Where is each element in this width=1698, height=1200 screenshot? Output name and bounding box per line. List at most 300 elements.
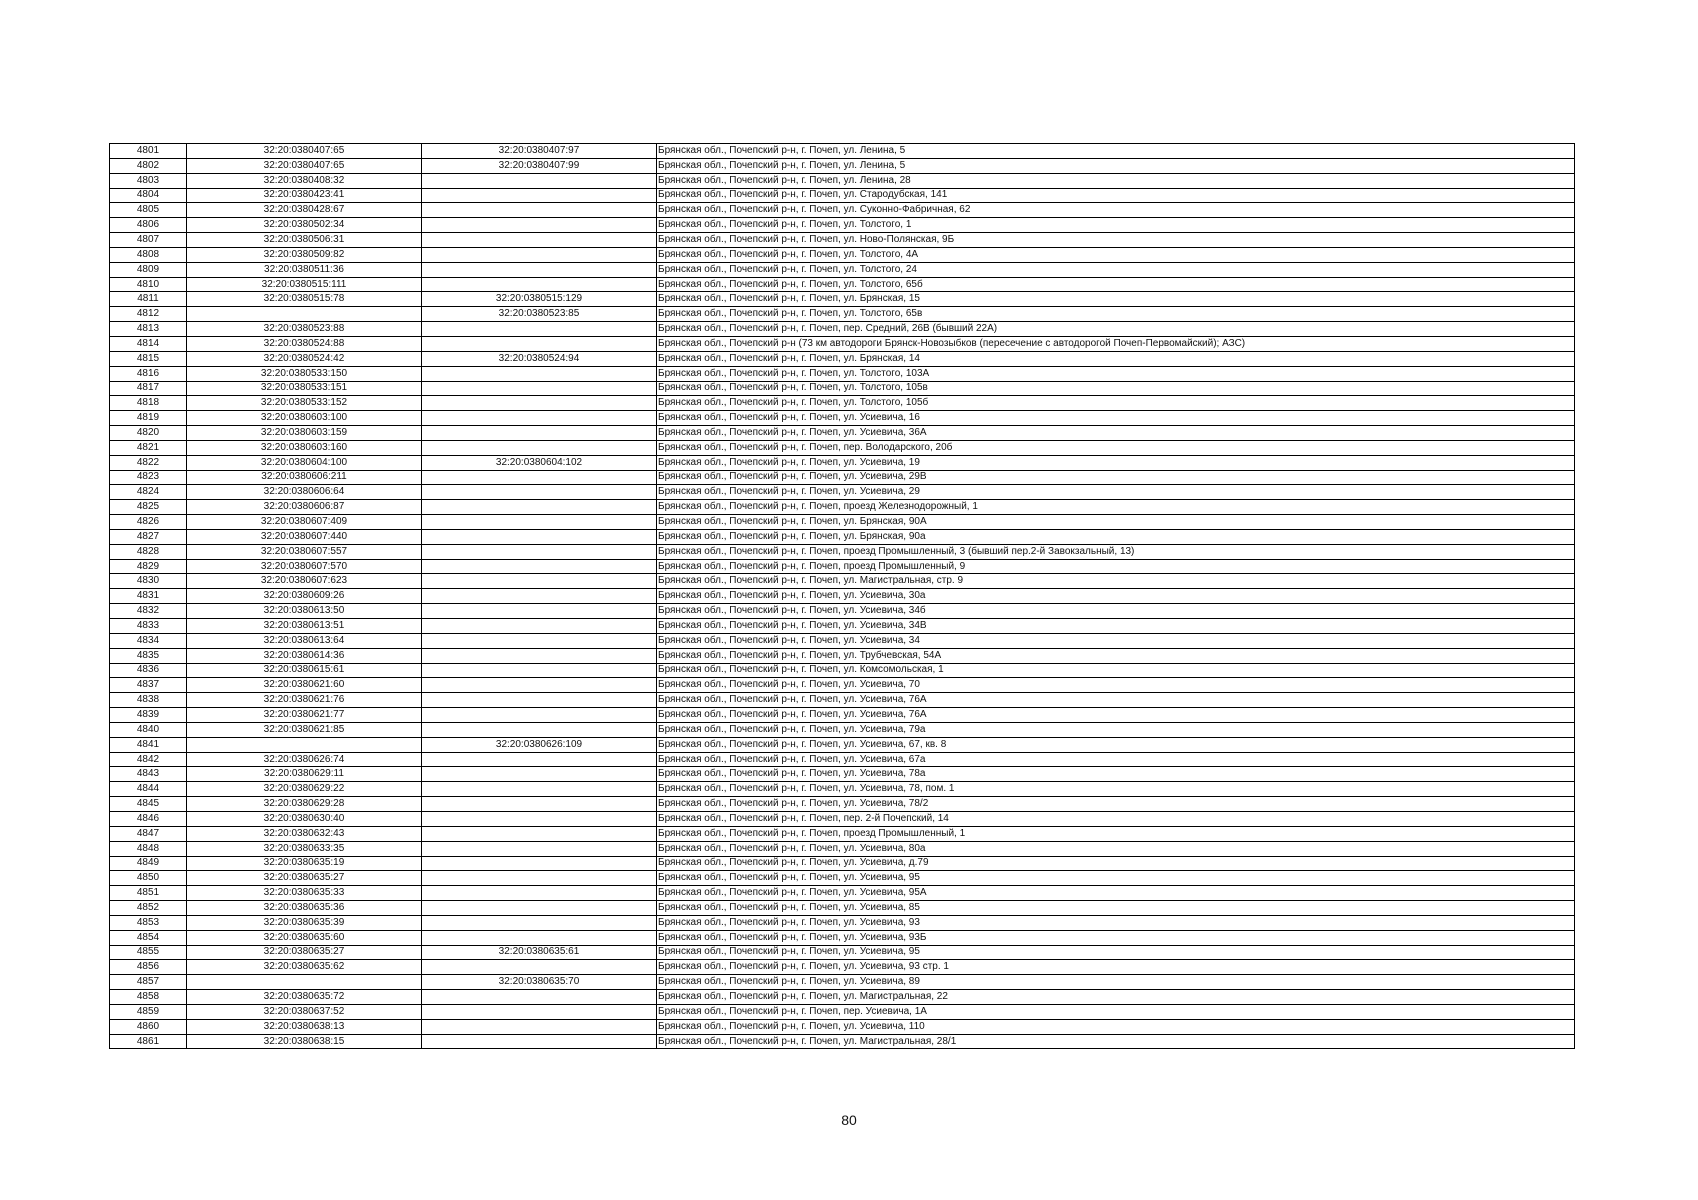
row-number-cell: 4815 [110, 351, 187, 366]
related-cadastral-number-cell [422, 752, 657, 767]
related-cadastral-number-cell [422, 1019, 657, 1034]
address-cell: Брянская обл., Почепский р-н, г. Почеп, ул. Ново-Полянская, 9Б [657, 233, 1575, 248]
address-cell: Брянская обл., Почепский р-н, г. Почеп, ул. Усиевича, 29 [657, 485, 1575, 500]
address-cell: Брянская обл., Почепский р-н, г. Почеп, ул. Магистральная, 22 [657, 990, 1575, 1005]
table-row [110, 693, 1575, 708]
cadastral-number-cell: 32:20:0380635:27 [187, 871, 422, 886]
cadastral-table [109, 143, 1575, 1049]
table-row [110, 262, 1575, 277]
table-row [110, 826, 1575, 841]
related-cadastral-number-cell [422, 871, 657, 886]
row-number-cell: 4844 [110, 782, 187, 797]
cadastral-number-cell: 32:20:0380524:88 [187, 336, 422, 351]
related-cadastral-number-cell [422, 544, 657, 559]
address-cell: Брянская обл., Почепский р-н, г. Почеп, пер. 2-й Почепский, 14 [657, 811, 1575, 826]
table-row [110, 529, 1575, 544]
cadastral-number-cell: 32:20:0380621:85 [187, 722, 422, 737]
cadastral-number-cell: 32:20:0380604:100 [187, 455, 422, 470]
row-number-cell: 4821 [110, 440, 187, 455]
row-number-cell: 4811 [110, 292, 187, 307]
related-cadastral-number-cell [422, 930, 657, 945]
table-row [110, 500, 1575, 515]
address-cell: Брянская обл., Почепский р-н, г. Почеп, ул. Усиевича, 78, пом. 1 [657, 782, 1575, 797]
table-row [110, 247, 1575, 262]
address-cell: Брянская обл., Почепский р-н, г. Почеп, ул. Усиевича, 85 [657, 901, 1575, 916]
address-cell: Брянская обл., Почепский р-н, г. Почеп, ул. Брянская, 14 [657, 351, 1575, 366]
related-cadastral-number-cell: 32:20:0380407:97 [422, 144, 657, 159]
related-cadastral-number-cell [422, 722, 657, 737]
related-cadastral-number-cell [422, 470, 657, 485]
address-cell: Брянская обл., Почепский р-н, г. Почеп, ул. Толстого, 105в [657, 381, 1575, 396]
row-number-cell: 4851 [110, 886, 187, 901]
row-number-cell: 4816 [110, 366, 187, 381]
row-number-cell: 4822 [110, 455, 187, 470]
row-number-cell: 4856 [110, 960, 187, 975]
address-cell: Брянская обл., Почепский р-н, г. Почеп, ул. Трубчевская, 54А [657, 648, 1575, 663]
address-cell: Брянская обл., Почепский р-н, г. Почеп, ул. Ленина, 5 [657, 158, 1575, 173]
address-cell: Брянская обл., Почепский р-н, г. Почеп, ул. Усиевича, д.79 [657, 856, 1575, 871]
table-row [110, 336, 1575, 351]
row-number-cell: 4831 [110, 589, 187, 604]
related-cadastral-number-cell [422, 811, 657, 826]
cadastral-number-cell: 32:20:0380511:36 [187, 262, 422, 277]
row-number-cell: 4808 [110, 247, 187, 262]
row-number-cell: 4857 [110, 975, 187, 990]
cadastral-number-cell: 32:20:0380635:60 [187, 930, 422, 945]
cadastral-number-cell: 32:20:0380423:41 [187, 188, 422, 203]
cadastral-number-cell: 32:20:0380603:160 [187, 440, 422, 455]
related-cadastral-number-cell [422, 336, 657, 351]
cadastral-number-cell: 32:20:0380633:35 [187, 841, 422, 856]
address-cell: Брянская обл., Почепский р-н, г. Почеп, ул. Толстого, 65в [657, 307, 1575, 322]
table-row [110, 663, 1575, 678]
table-row [110, 366, 1575, 381]
related-cadastral-number-cell [422, 262, 657, 277]
address-cell: Брянская обл., Почепский р-н, г. Почеп, ул. Толстого, 1 [657, 218, 1575, 233]
address-cell: Брянская обл., Почепский р-н, г. Почеп, ул. Усиевича, 67, кв. 8 [657, 737, 1575, 752]
address-cell: Брянская обл., Почепский р-н (73 км автодороги Брянск-Новозыбков (пересечение с автодорогой Почеп-Первомайский); АЗС) [657, 336, 1575, 351]
row-number-cell: 4810 [110, 277, 187, 292]
related-cadastral-number-cell [422, 500, 657, 515]
row-number-cell: 4833 [110, 619, 187, 634]
cadastral-number-cell: 32:20:0380407:65 [187, 158, 422, 173]
table-row [110, 485, 1575, 500]
address-cell: Брянская обл., Почепский р-н, г. Почеп, ул. Комсомольская, 1 [657, 663, 1575, 678]
address-cell: Брянская обл., Почепский р-н, г. Почеп, ул. Усиевича, 93Б [657, 930, 1575, 945]
cadastral-number-cell: 32:20:0380613:51 [187, 619, 422, 634]
row-number-cell: 4829 [110, 559, 187, 574]
table-row [110, 411, 1575, 426]
cadastral-number-cell: 32:20:0380635:72 [187, 990, 422, 1005]
related-cadastral-number-cell [422, 886, 657, 901]
related-cadastral-number-cell: 32:20:0380515:129 [422, 292, 657, 307]
cadastral-number-cell: 32:20:0380635:27 [187, 945, 422, 960]
cadastral-number-cell: 32:20:0380606:211 [187, 470, 422, 485]
table-row [110, 351, 1575, 366]
table-body [110, 144, 1575, 1049]
table-row [110, 1004, 1575, 1019]
address-cell: Брянская обл., Почепский р-н, г. Почеп, ул. Ленина, 28 [657, 173, 1575, 188]
row-number-cell: 4804 [110, 188, 187, 203]
cadastral-number-cell: 32:20:0380635:39 [187, 915, 422, 930]
row-number-cell: 4853 [110, 915, 187, 930]
cadastral-number-cell: 32:20:0380613:50 [187, 604, 422, 619]
related-cadastral-number-cell [422, 708, 657, 723]
address-cell: Брянская обл., Почепский р-н, г. Почеп, ул. Усиевича, 78а [657, 767, 1575, 782]
cadastral-number-cell: 32:20:0380613:64 [187, 633, 422, 648]
table-row [110, 203, 1575, 218]
table-row [110, 960, 1575, 975]
address-cell: Брянская обл., Почепский р-н, г. Почеп, ул. Толстого, 4А [657, 247, 1575, 262]
row-number-cell: 4823 [110, 470, 187, 485]
row-number-cell: 4802 [110, 158, 187, 173]
row-number-cell: 4845 [110, 797, 187, 812]
address-cell: Брянская обл., Почепский р-н, г. Почеп, ул. Усиевича, 76А [657, 693, 1575, 708]
related-cadastral-number-cell [422, 366, 657, 381]
related-cadastral-number-cell [422, 322, 657, 337]
cadastral-number-cell: 32:20:0380408:32 [187, 173, 422, 188]
address-cell: Брянская обл., Почепский р-н, г. Почеп, ул. Усиевича, 78/2 [657, 797, 1575, 812]
table-row [110, 722, 1575, 737]
address-cell: Брянская обл., Почепский р-н, г. Почеп, ул. Усиевича, 80а [657, 841, 1575, 856]
row-number-cell: 4841 [110, 737, 187, 752]
related-cadastral-number-cell [422, 648, 657, 663]
related-cadastral-number-cell [422, 485, 657, 500]
table-row [110, 990, 1575, 1005]
table-row [110, 737, 1575, 752]
table-row [110, 1034, 1575, 1049]
cadastral-number-cell: 32:20:0380629:11 [187, 767, 422, 782]
cadastral-number-cell: 32:20:0380603:100 [187, 411, 422, 426]
related-cadastral-number-cell [422, 633, 657, 648]
table-row [110, 945, 1575, 960]
related-cadastral-number-cell [422, 411, 657, 426]
table-row [110, 144, 1575, 159]
table-row [110, 871, 1575, 886]
row-number-cell: 4817 [110, 381, 187, 396]
cadastral-number-cell: 32:20:0380629:22 [187, 782, 422, 797]
address-cell: Брянская обл., Почепский р-н, г. Почеп, ул. Суконно-Фабричная, 62 [657, 203, 1575, 218]
related-cadastral-number-cell [422, 604, 657, 619]
cadastral-number-cell: 32:20:0380607:570 [187, 559, 422, 574]
related-cadastral-number-cell [422, 901, 657, 916]
row-number-cell: 4807 [110, 233, 187, 248]
table-row [110, 619, 1575, 634]
table-row [110, 277, 1575, 292]
related-cadastral-number-cell [422, 247, 657, 262]
address-cell: Брянская обл., Почепский р-н, г. Почеп, ул. Усиевича, 19 [657, 455, 1575, 470]
table-row [110, 455, 1575, 470]
address-cell: Брянская обл., Почепский р-н, г. Почеп, ул. Толстого, 103А [657, 366, 1575, 381]
address-cell: Брянская обл., Почепский р-н, г. Почеп, ул. Усиевича, 34 [657, 633, 1575, 648]
related-cadastral-number-cell [422, 841, 657, 856]
cadastral-number-cell: 32:20:0380428:67 [187, 203, 422, 218]
related-cadastral-number-cell: 32:20:0380626:109 [422, 737, 657, 752]
row-number-cell: 4828 [110, 544, 187, 559]
address-cell: Брянская обл., Почепский р-н, г. Почеп, ул. Толстого, 105б [657, 396, 1575, 411]
address-cell: Брянская обл., Почепский р-н, г. Почеп, ул. Усиевича, 95 [657, 945, 1575, 960]
table-row [110, 322, 1575, 337]
address-cell: Брянская обл., Почепский р-н, г. Почеп, ул. Усиевича, 79а [657, 722, 1575, 737]
related-cadastral-number-cell [422, 381, 657, 396]
address-cell: Брянская обл., Почепский р-н, г. Почеп, ул. Магистральная, стр. 9 [657, 574, 1575, 589]
related-cadastral-number-cell [422, 826, 657, 841]
table-row [110, 173, 1575, 188]
table-row [110, 811, 1575, 826]
address-cell: Брянская обл., Почепский р-н, г. Почеп, проезд Промышленный, 9 [657, 559, 1575, 574]
cadastral-number-cell: 32:20:0380629:28 [187, 797, 422, 812]
table-row [110, 218, 1575, 233]
address-cell: Брянская обл., Почепский р-н, г. Почеп, ул. Усиевича, 93 [657, 915, 1575, 930]
cadastral-number-cell: 32:20:0380523:88 [187, 322, 422, 337]
cadastral-number-cell: 32:20:0380632:43 [187, 826, 422, 841]
cadastral-number-cell: 32:20:0380607:623 [187, 574, 422, 589]
address-cell: Брянская обл., Почепский р-н, г. Почеп, ул. Усиевича, 110 [657, 1019, 1575, 1034]
table-row [110, 1019, 1575, 1034]
cadastral-number-cell: 32:20:0380533:151 [187, 381, 422, 396]
cadastral-number-cell: 32:20:0380621:60 [187, 678, 422, 693]
cadastral-number-cell: 32:20:0380407:65 [187, 144, 422, 159]
related-cadastral-number-cell [422, 960, 657, 975]
table-row [110, 381, 1575, 396]
related-cadastral-number-cell [422, 396, 657, 411]
cadastral-number-cell: 32:20:0380533:150 [187, 366, 422, 381]
table-row [110, 470, 1575, 485]
row-number-cell: 4834 [110, 633, 187, 648]
row-number-cell: 4836 [110, 663, 187, 678]
row-number-cell: 4809 [110, 262, 187, 277]
cadastral-number-cell: 32:20:0380506:31 [187, 233, 422, 248]
related-cadastral-number-cell [422, 663, 657, 678]
cadastral-number-cell [187, 975, 422, 990]
cadastral-number-cell: 32:20:0380635:33 [187, 886, 422, 901]
address-cell: Брянская обл., Почепский р-н, г. Почеп, проезд Промышленный, 1 [657, 826, 1575, 841]
cadastral-number-cell: 32:20:0380626:74 [187, 752, 422, 767]
cadastral-number-cell: 32:20:0380515:111 [187, 277, 422, 292]
related-cadastral-number-cell [422, 426, 657, 441]
cadastral-number-cell: 32:20:0380607:409 [187, 515, 422, 530]
row-number-cell: 4843 [110, 767, 187, 782]
cadastral-number-cell: 32:20:0380515:78 [187, 292, 422, 307]
address-cell: Брянская обл., Почепский р-н, г. Почеп, ул. Стародубская, 141 [657, 188, 1575, 203]
related-cadastral-number-cell [422, 678, 657, 693]
related-cadastral-number-cell [422, 782, 657, 797]
row-number-cell: 4803 [110, 173, 187, 188]
related-cadastral-number-cell [422, 203, 657, 218]
address-cell: Брянская обл., Почепский р-н, г. Почеп, ул. Брянская, 90а [657, 529, 1575, 544]
related-cadastral-number-cell [422, 990, 657, 1005]
table-row [110, 515, 1575, 530]
related-cadastral-number-cell [422, 797, 657, 812]
related-cadastral-number-cell [422, 173, 657, 188]
related-cadastral-number-cell [422, 233, 657, 248]
row-number-cell: 4801 [110, 144, 187, 159]
cadastral-number-cell: 32:20:0380635:36 [187, 901, 422, 916]
table-row [110, 856, 1575, 871]
cadastral-number-cell: 32:20:0380603:159 [187, 426, 422, 441]
address-cell: Брянская обл., Почепский р-н, г. Почеп, ул. Усиевича, 89 [657, 975, 1575, 990]
row-number-cell: 4818 [110, 396, 187, 411]
row-number-cell: 4806 [110, 218, 187, 233]
table-row [110, 604, 1575, 619]
table-row [110, 782, 1575, 797]
table-row [110, 901, 1575, 916]
cadastral-number-cell: 32:20:0380614:36 [187, 648, 422, 663]
cadastral-number-cell [187, 307, 422, 322]
cadastral-number-cell: 32:20:0380630:40 [187, 811, 422, 826]
related-cadastral-number-cell [422, 515, 657, 530]
table-row [110, 158, 1575, 173]
cadastral-number-cell: 32:20:0380621:77 [187, 708, 422, 723]
related-cadastral-number-cell [422, 188, 657, 203]
address-cell: Брянская обл., Почепский р-н, г. Почеп, ул. Усиевича, 16 [657, 411, 1575, 426]
address-cell: Брянская обл., Почепский р-н, г. Почеп, проезд Промышленный, 3 (бывший пер.2-й Завокзальный, 13) [657, 544, 1575, 559]
cadastral-number-cell: 32:20:0380637:52 [187, 1004, 422, 1019]
row-number-cell: 4805 [110, 203, 187, 218]
address-cell: Брянская обл., Почепский р-н, г. Почеп, ул. Усиевича, 67а [657, 752, 1575, 767]
table-row [110, 841, 1575, 856]
address-cell: Брянская обл., Почепский р-н, г. Почеп, ул. Усиевича, 95А [657, 886, 1575, 901]
address-cell: Брянская обл., Почепский р-н, г. Почеп, пер. Средний, 26В (бывший 22А) [657, 322, 1575, 337]
row-number-cell: 4859 [110, 1004, 187, 1019]
related-cadastral-number-cell [422, 1034, 657, 1049]
row-number-cell: 4860 [110, 1019, 187, 1034]
related-cadastral-number-cell [422, 440, 657, 455]
row-number-cell: 4847 [110, 826, 187, 841]
table-row [110, 797, 1575, 812]
row-number-cell: 4850 [110, 871, 187, 886]
related-cadastral-number-cell: 32:20:0380635:70 [422, 975, 657, 990]
cadastral-number-cell: 32:20:0380533:152 [187, 396, 422, 411]
related-cadastral-number-cell [422, 856, 657, 871]
table-row [110, 188, 1575, 203]
row-number-cell: 4848 [110, 841, 187, 856]
table-row [110, 648, 1575, 663]
related-cadastral-number-cell [422, 693, 657, 708]
row-number-cell: 4820 [110, 426, 187, 441]
table-row [110, 440, 1575, 455]
row-number-cell: 4858 [110, 990, 187, 1005]
cadastral-number-cell: 32:20:0380635:62 [187, 960, 422, 975]
related-cadastral-number-cell: 32:20:0380407:99 [422, 158, 657, 173]
table-row [110, 708, 1575, 723]
table-row [110, 574, 1575, 589]
row-number-cell: 4832 [110, 604, 187, 619]
table-row [110, 589, 1575, 604]
table-row [110, 292, 1575, 307]
cadastral-number-cell: 32:20:0380615:61 [187, 663, 422, 678]
cadastral-number-cell: 32:20:0380635:19 [187, 856, 422, 871]
cadastral-number-cell: 32:20:0380502:34 [187, 218, 422, 233]
address-cell: Брянская обл., Почепский р-н, г. Почеп, ул. Усиевича, 36А [657, 426, 1575, 441]
table-row [110, 678, 1575, 693]
related-cadastral-number-cell: 32:20:0380635:61 [422, 945, 657, 960]
cadastral-number-cell [187, 737, 422, 752]
table-row [110, 544, 1575, 559]
table-row [110, 559, 1575, 574]
row-number-cell: 4846 [110, 811, 187, 826]
cadastral-number-cell: 32:20:0380638:13 [187, 1019, 422, 1034]
row-number-cell: 4813 [110, 322, 187, 337]
table-row [110, 752, 1575, 767]
address-cell: Брянская обл., Почепский р-н, г. Почеп, ул. Усиевича, 70 [657, 678, 1575, 693]
row-number-cell: 4826 [110, 515, 187, 530]
table-row [110, 975, 1575, 990]
table-row [110, 767, 1575, 782]
related-cadastral-number-cell [422, 619, 657, 634]
row-number-cell: 4839 [110, 708, 187, 723]
related-cadastral-number-cell [422, 218, 657, 233]
row-number-cell: 4849 [110, 856, 187, 871]
cadastral-number-cell: 32:20:0380606:87 [187, 500, 422, 515]
address-cell: Брянская обл., Почепский р-н, г. Почеп, ул. Усиевича, 34В [657, 619, 1575, 634]
related-cadastral-number-cell [422, 767, 657, 782]
cadastral-number-cell: 32:20:0380607:557 [187, 544, 422, 559]
related-cadastral-number-cell [422, 277, 657, 292]
table-row [110, 886, 1575, 901]
address-cell: Брянская обл., Почепский р-н, г. Почеп, ул. Брянская, 90А [657, 515, 1575, 530]
address-cell: Брянская обл., Почепский р-н, г. Почеп, ул. Усиевича, 76А [657, 708, 1575, 723]
row-number-cell: 4827 [110, 529, 187, 544]
cadastral-number-cell: 32:20:0380524:42 [187, 351, 422, 366]
address-cell: Брянская обл., Почепский р-н, г. Почеп, ул. Усиевича, 93 стр. 1 [657, 960, 1575, 975]
row-number-cell: 4840 [110, 722, 187, 737]
address-cell: Брянская обл., Почепский р-н, г. Почеп, ул. Усиевича, 30а [657, 589, 1575, 604]
row-number-cell: 4861 [110, 1034, 187, 1049]
cadastral-number-cell: 32:20:0380607:440 [187, 529, 422, 544]
related-cadastral-number-cell [422, 559, 657, 574]
address-cell: Брянская обл., Почепский р-н, г. Почеп, ул. Брянская, 15 [657, 292, 1575, 307]
row-number-cell: 4812 [110, 307, 187, 322]
row-number-cell: 4837 [110, 678, 187, 693]
row-number-cell: 4842 [110, 752, 187, 767]
related-cadastral-number-cell [422, 589, 657, 604]
table-row [110, 396, 1575, 411]
row-number-cell: 4854 [110, 930, 187, 945]
row-number-cell: 4814 [110, 336, 187, 351]
row-number-cell: 4838 [110, 693, 187, 708]
related-cadastral-number-cell [422, 529, 657, 544]
table-row [110, 307, 1575, 322]
row-number-cell: 4819 [110, 411, 187, 426]
cadastral-number-cell: 32:20:0380638:15 [187, 1034, 422, 1049]
table-row [110, 930, 1575, 945]
related-cadastral-number-cell [422, 1004, 657, 1019]
address-cell: Брянская обл., Почепский р-н, г. Почеп, проезд Железнодорожный, 1 [657, 500, 1575, 515]
address-cell: Брянская обл., Почепский р-н, г. Почеп, ул. Усиевича, 95 [657, 871, 1575, 886]
row-number-cell: 4830 [110, 574, 187, 589]
related-cadastral-number-cell [422, 574, 657, 589]
row-number-cell: 4835 [110, 648, 187, 663]
related-cadastral-number-cell: 32:20:0380523:85 [422, 307, 657, 322]
cadastral-number-cell: 32:20:0380509:82 [187, 247, 422, 262]
row-number-cell: 4825 [110, 500, 187, 515]
related-cadastral-number-cell [422, 915, 657, 930]
address-cell: Брянская обл., Почепский р-н, г. Почеп, ул. Усиевича, 34б [657, 604, 1575, 619]
address-cell: Брянская обл., Почепский р-н, г. Почеп, ул. Толстого, 65б [657, 277, 1575, 292]
row-number-cell: 4824 [110, 485, 187, 500]
cadastral-number-cell: 32:20:0380606:64 [187, 485, 422, 500]
cadastral-number-cell: 32:20:0380609:26 [187, 589, 422, 604]
row-number-cell: 4855 [110, 945, 187, 960]
page-number: 80 [841, 1112, 857, 1128]
table-row [110, 915, 1575, 930]
address-cell: Брянская обл., Почепский р-н, г. Почеп, пер. Усиевича, 1А [657, 1004, 1575, 1019]
related-cadastral-number-cell: 32:20:0380524:94 [422, 351, 657, 366]
table-row [110, 233, 1575, 248]
related-cadastral-number-cell: 32:20:0380604:102 [422, 455, 657, 470]
address-cell: Брянская обл., Почепский р-н, г. Почеп, ул. Толстого, 24 [657, 262, 1575, 277]
